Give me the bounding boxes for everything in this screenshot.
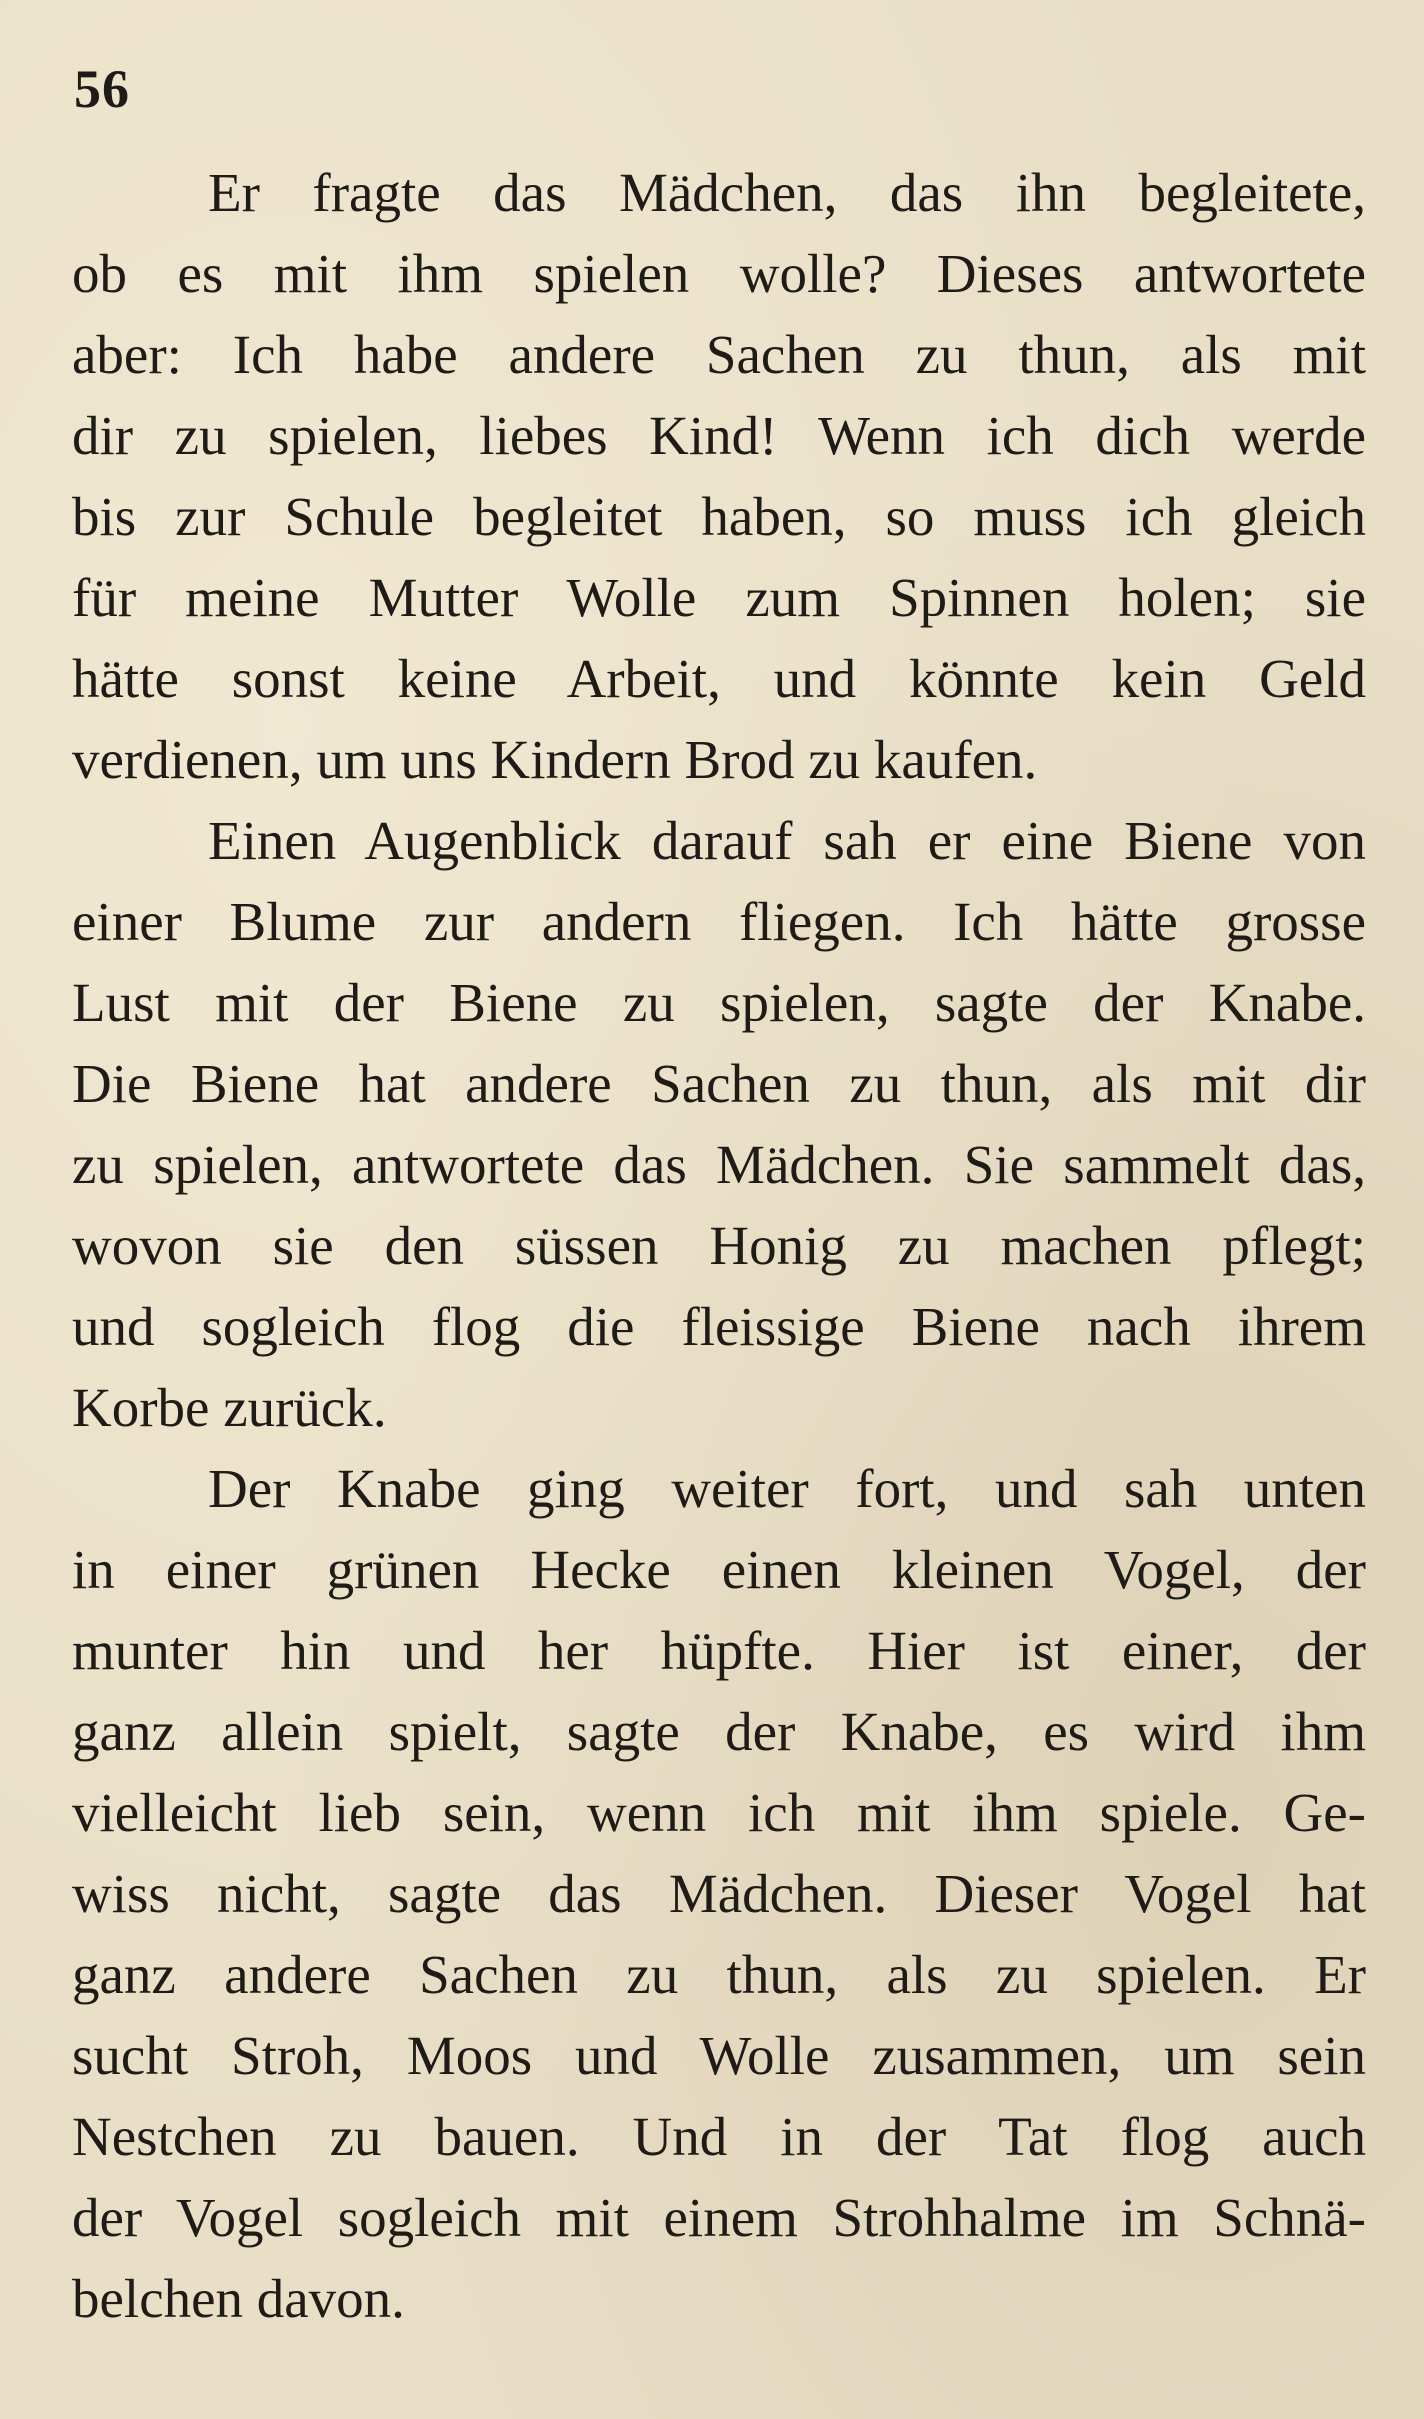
text-line: bis zur Schule begleitet haben, so muss ich gleich xyxy=(72,486,1366,547)
text-line: aber: Ich habe andere Sachen zu thun, als mit xyxy=(72,324,1366,385)
text-line: munter hin und her hüpfte. Hier ist einer, der xyxy=(72,1620,1366,1681)
text-line: belchen davon. xyxy=(72,2268,405,2329)
text-line: zu spielen, antwortete das Mädchen. Sie sammelt das, xyxy=(72,1134,1366,1195)
text-line: Der Knabe ging weiter fort, und sah unten xyxy=(208,1458,1366,1519)
text-line: dir zu spielen, liebes Kind! Wenn ich dich werde xyxy=(72,405,1366,466)
text-line: einer Blume zur andern fliegen. Ich hätte grosse xyxy=(72,891,1366,952)
text-line: verdienen, um uns Kindern Brod zu kaufen. xyxy=(72,729,1038,790)
text-line: Korbe zurück. xyxy=(72,1377,387,1438)
text-line: Die Biene hat andere Sachen zu thun, als mit dir xyxy=(72,1053,1366,1114)
paragraph xyxy=(72,800,1366,1448)
text-line: für meine Mutter Wolle zum Spinnen holen; sie xyxy=(72,567,1366,628)
paragraph xyxy=(72,152,1366,800)
text-line: vielleicht lieb sein, wenn ich mit ihm spiele. Ge- xyxy=(72,1782,1366,1843)
text-line: ob es mit ihm spielen wolle? Dieses antwortete xyxy=(72,243,1366,304)
text-line: wiss nicht, sagte das Mädchen. Dieser Vogel hat xyxy=(72,1863,1366,1924)
body-text xyxy=(72,152,1366,2339)
text-line: hätte sonst keine Arbeit, und könnte kein Geld xyxy=(72,648,1366,709)
text-line: Er fragte das Mädchen, das ihn begleitete, xyxy=(208,162,1366,223)
text-line: in einer grünen Hecke einen kleinen Vogel, der xyxy=(72,1539,1366,1600)
text-line: der Vogel sogleich mit einem Strohhalme im Schnä- xyxy=(72,2187,1366,2248)
paragraph xyxy=(72,1448,1366,2339)
text-line: sucht Stroh, Moos und Wolle zusammen, um sein xyxy=(72,2025,1366,2086)
text-line: und sogleich flog die fleissige Biene nach ihrem xyxy=(72,1296,1366,1357)
text-line: Lust mit der Biene zu spielen, sagte der Knabe. xyxy=(72,972,1366,1033)
text-line: Nestchen zu bauen. Und in der Tat flog auch xyxy=(72,2106,1366,2167)
text-line: ganz allein spielt, sagte der Knabe, es wird ihm xyxy=(72,1701,1366,1762)
text-line: wovon sie den süssen Honig zu machen pflegt; xyxy=(72,1215,1366,1276)
text-line: ganz andere Sachen zu thun, als zu spielen. Er xyxy=(72,1944,1366,2005)
page-number: 56 xyxy=(74,59,130,119)
text-line: Einen Augenblick darauf sah er eine Biene von xyxy=(208,810,1366,871)
